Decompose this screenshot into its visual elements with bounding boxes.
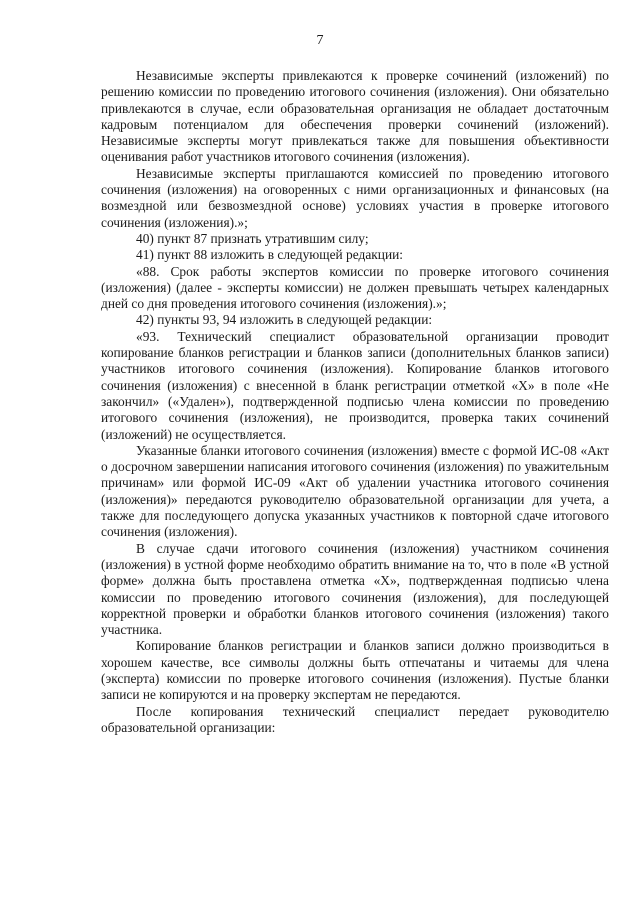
paragraph-clause-93: «93. Технический специалист образовательной организации проводит копирование бланков регистрации и бланков записи (дополнительных бланков записи) участников итогового сочинения (изложения). Копирование бланков итогового сочинения (изложения) с внесенной в бланк регистрации отметкой «X» в поле «Не закончил» («Удален»), подтвержденной подписью члена комиссии по проведению итогового сочинения (изложения), не производится, проверка таких сочинений (изложений) не осуществляется. xyxy=(101,328,609,442)
paragraph-oral-form: В случае сдачи итогового сочинения (изложения) участником сочинения (изложения) в устной форме необходимо обратить внимание на то, что в поле «В устной форме» должна быть проставлена отметка «X», подтвержденная подписью члена комиссии по проведению итогового сочинения (изложения), для последующей корректной проверки и обработки бланков итогового сочинения (изложения) такого участника. xyxy=(101,540,609,638)
paragraph-independent-experts: Независимые эксперты привлекаются к проверке сочинений (изложений) по решению комиссии по проведению итогового сочинения (изложения). Они обязательно привлекаются в случае, если образовательная организация не обладает достаточным кадровым потенциалом для обеспечения проверки сочинений (изложений). Независимые эксперты могут привлекаться также для повышения объективности оценивания работ участников итогового сочинения (изложения). xyxy=(101,68,609,165)
paragraph-item-41: 41) пункт 88 изложить в следующей редакции: xyxy=(136,247,404,263)
paragraph-clause-88: «88. Срок работы экспертов комиссии по проверке итогового сочинения (изложения) (далее - эксперты комиссии) не должен превышать четырех календарных дней со дня проведения итогового сочинения (изложения).»; xyxy=(101,263,609,312)
paragraph-copy-quality: Копирование бланков регистрации и бланков записи должно производиться в хорошем качестве, все символы должны быть отпечатаны и читаемы для члена (эксперта) комиссии по проверке итогового сочинения (изложения). Пустые бланки записи не копируются и на проверку экспертам не передаются. xyxy=(101,638,609,703)
paragraph-after-copying: После копирования технический специалист передает руководителю образовательной организации: xyxy=(101,703,609,735)
document-body xyxy=(101,68,609,736)
paragraph-item-40: 40) пункт 87 признать утратившим силу; xyxy=(136,230,369,246)
page-number: 7 xyxy=(316,33,324,48)
paragraph-item-42: 42) пункты 93, 94 изложить в следующей редакции: xyxy=(136,312,433,328)
paragraph-forms-is08-is09: Указанные бланки итогового сочинения (изложения) вместе с формой ИС-08 «Акт о досрочном завершении написания итогового сочинения (изложения) по уважительным причинам» или формой ИС-09 «Акт об удалении участника итогового сочинения (изложения)» передаются руководителю образовательной организации для учета, а также для последующего допуска указанных участников к повторной сдаче итогового сочинения (изложения). xyxy=(101,442,609,540)
paragraph-experts-invited: Независимые эксперты приглашаются комиссией по проведению итогового сочинения (изложения) на оговоренных с ними организационных и финансовых (на возмездной или безвозмездной основе) условиях участия в проверке итогового сочинения (изложения).»; xyxy=(101,165,609,230)
